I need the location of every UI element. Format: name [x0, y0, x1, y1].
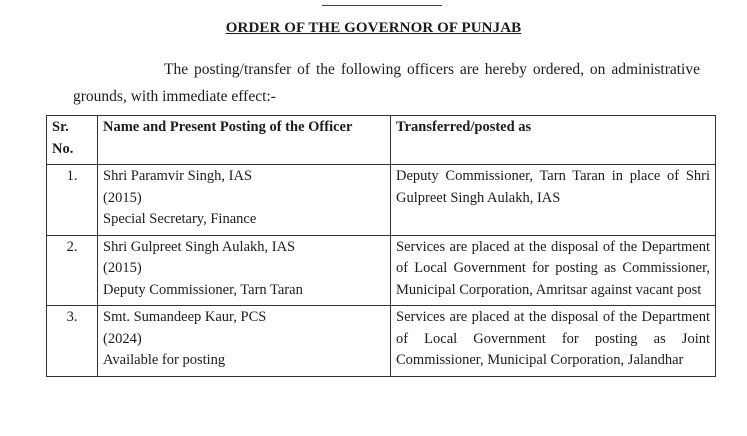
table-header-row: [47, 116, 716, 165]
table-row: [47, 306, 716, 377]
header-sr-no: Sr. No.: [47, 116, 98, 165]
row-transfer: Deputy Commissioner, Tarn Taran in place of Shri Gulpreet Singh Aulakh, IAS: [391, 165, 716, 236]
officer-name: Smt. Sumandeep Kaur, PCS: [103, 309, 267, 325]
header-name-posting: Name and Present Posting of the Officer: [98, 116, 391, 165]
officer-present-posting: Special Secretary, Finance: [103, 211, 257, 227]
officer-batch: (2015): [103, 260, 142, 276]
table-row: [47, 235, 716, 306]
officer-present-posting: Deputy Commissioner, Tarn Taran: [103, 281, 303, 298]
transfer-table: [46, 115, 716, 377]
row-sr-no: 2.: [47, 235, 98, 306]
table-row: [47, 165, 716, 236]
officer-batch: (2015): [103, 189, 142, 206]
intro-paragraph: The posting/transfer of the following officers are hereby ordered, on administrative grounds, with immediate effect:-: [73, 61, 700, 105]
officer-batch: (2024): [103, 330, 142, 347]
row-officer: [98, 306, 391, 377]
cut-off-header-mark: [322, 0, 442, 6]
row-sr-no: 1.: [47, 165, 98, 236]
officer-present-posting: Available for posting: [103, 352, 226, 368]
order-title: ORDER OF THE GOVERNOR OF PUNJAB: [225, 20, 522, 36]
header-transferred: Transferred/posted as: [391, 116, 716, 165]
officer-name: Shri Paramvir Singh, IAS: [103, 168, 253, 184]
row-officer: [98, 165, 391, 236]
officer-name: Shri Gulpreet Singh Aulakh, IAS: [103, 238, 296, 255]
row-transfer: Services are placed at the disposal of the Department of Local Government for posting as Joint Commissioner, Municipal Corporation, Jalandhar: [391, 306, 716, 377]
row-sr-no: 3.: [47, 306, 98, 377]
row-officer: [98, 235, 391, 306]
row-transfer: Services are placed at the disposal of the Department of Local Government for posting as Commissioner, Municipal Corporation, Amritsar against vacant post: [391, 235, 716, 306]
